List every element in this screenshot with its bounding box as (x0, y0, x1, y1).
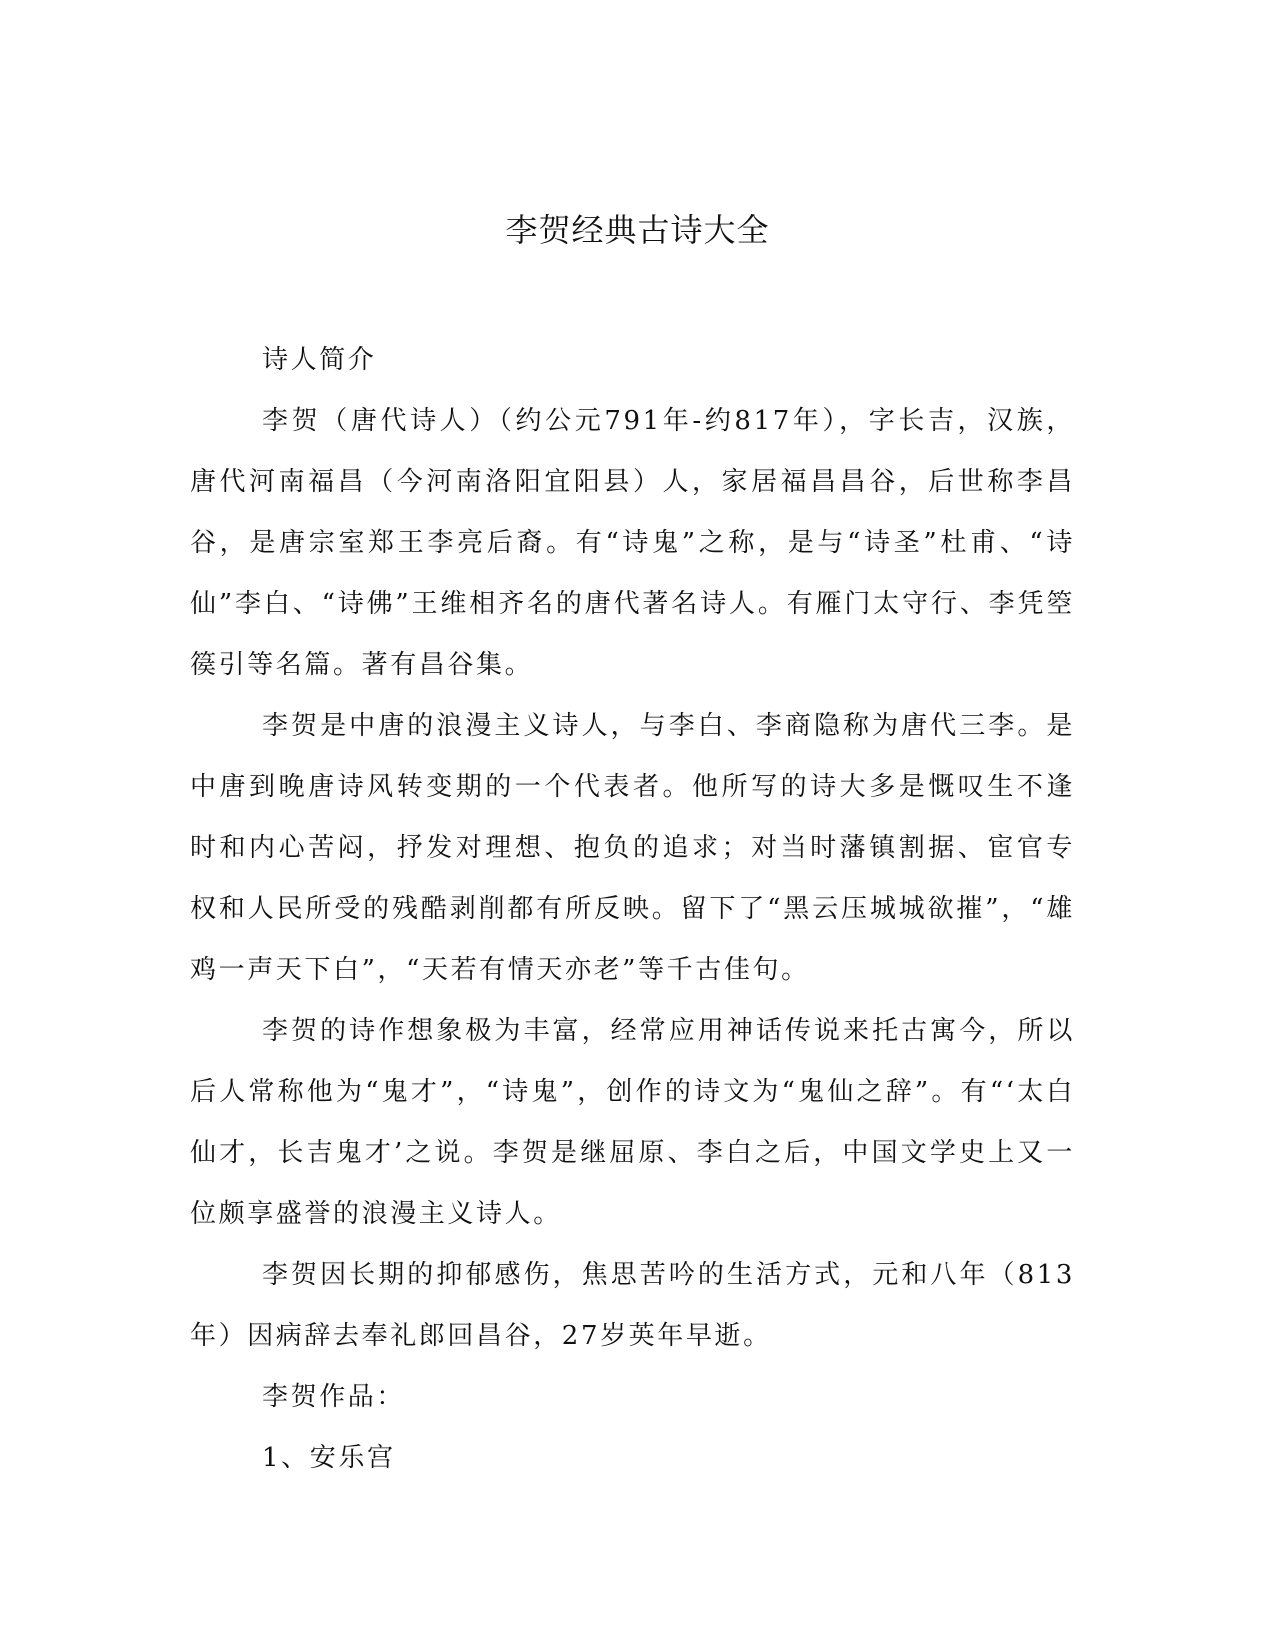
work-item: 1、安乐宫 (262, 1443, 396, 1473)
paragraph-biography: 李贺（唐代诗人）（约公元791年-约817年），字长吉，汉族，唐代河南福昌（今河南洛阳宜阳县）人，家居福昌昌谷，后世称李昌谷，是唐宗室郑王李亮后裔。有“诗鬼”之称，是与“诗圣”杜甫、“诗仙”李白、“诗佛”王维相齐名的唐代著名诗人。有雁门太守行、李凭箜篌引等名篇。著有昌谷集。 (190, 406, 1075, 680)
document-body (190, 330, 1075, 1489)
document-title: 李贺经典古诗大全 (505, 211, 770, 249)
paragraph-romanticism: 李贺是中唐的浪漫主义诗人，与李白、李商隐称为唐代三李。是中唐到晚唐诗风转变期的一个代表者。他所写的诗大多是慨叹生不逢时和内心苦闷，抒发对理想、抱负的追求；对当时藩镇割据、宦官专权和人民所受的残酷剥削都有所反映。留下了“黑云压城城欲摧”，“雄鸡一声天下白”，“天若有情天亦老”等千古佳句。 (190, 711, 1075, 985)
section-heading-poet-intro: 诗人简介 (262, 345, 377, 375)
paragraph-imagination: 李贺的诗作想象极为丰富，经常应用神话传说来托古寓今，所以后人常称他为“鬼才”，“诗鬼”，创作的诗文为“鬼仙之辞”。有“‘太白仙才，长吉鬼才’之说。李贺是继屈原、李白之后，中国文学史上又一位颇享盛誉的浪漫主义诗人。 (190, 1016, 1075, 1229)
section-heading-works: 李贺作品： (262, 1382, 406, 1412)
paragraph-death: 李贺因长期的抑郁感伤，焦思苦吟的生活方式，元和八年（813年）因病辞去奉礼郎回昌谷，27岁英年早逝。 (190, 1260, 1075, 1351)
